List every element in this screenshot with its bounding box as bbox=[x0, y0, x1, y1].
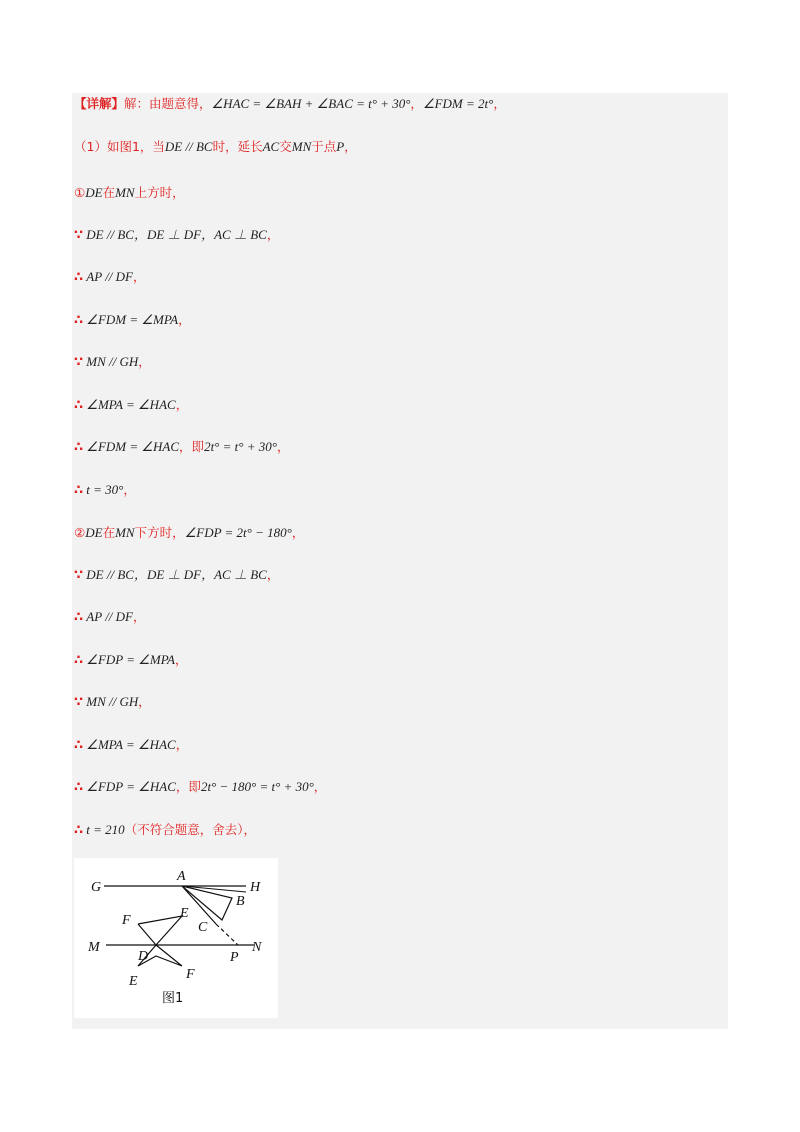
therefore-symbol: ∴ bbox=[74, 313, 84, 328]
label-f-lower: F bbox=[186, 967, 195, 982]
figure-caption: 图1 bbox=[162, 991, 184, 1006]
step-tail: ， bbox=[266, 227, 280, 242]
label-f-upper: F bbox=[122, 913, 131, 928]
case2-mn: MN bbox=[115, 525, 135, 540]
extension-cp bbox=[216, 924, 238, 945]
step-math: t = 30° bbox=[86, 482, 124, 497]
step-math: MN // GH bbox=[86, 694, 139, 709]
part1-point: P bbox=[336, 139, 345, 154]
intro-text: 解：由题意得， bbox=[124, 96, 212, 111]
therefore-symbol: ∴ bbox=[74, 270, 84, 285]
because-symbol: ∵ bbox=[74, 355, 84, 370]
label-e-lower: E bbox=[129, 974, 138, 989]
step-math: ∠FDP = ∠MPA bbox=[86, 652, 175, 667]
solution-header bbox=[74, 95, 506, 113]
detail-tag: 【详解】 bbox=[74, 96, 125, 111]
figure-svg bbox=[74, 858, 278, 1018]
case1-mn: MN bbox=[115, 185, 135, 200]
label-e-upper: E bbox=[180, 906, 189, 921]
step1-6 bbox=[74, 438, 289, 457]
therefore-symbol: ∴ bbox=[74, 440, 84, 455]
step2-2 bbox=[74, 608, 146, 627]
step-tail: ， bbox=[133, 609, 146, 624]
line-ab-extra bbox=[182, 886, 246, 892]
step1-7 bbox=[74, 481, 136, 500]
part1-lead: （1）如图1，当 bbox=[74, 139, 165, 154]
case2-de: DE bbox=[85, 525, 103, 540]
case2-position: 下方时， bbox=[134, 525, 185, 540]
step2-1 bbox=[74, 566, 279, 585]
step1-1 bbox=[74, 226, 279, 245]
part1-segment: AC bbox=[262, 139, 280, 154]
step2-3 bbox=[74, 651, 187, 670]
part1-line: MN bbox=[291, 139, 312, 154]
step1-5 bbox=[74, 396, 188, 415]
part1-heading bbox=[74, 138, 357, 156]
case1-marker: ① bbox=[74, 185, 86, 200]
step-tail2: ， bbox=[313, 779, 327, 794]
part1-mid3: 于点 bbox=[311, 139, 337, 154]
step1-2 bbox=[74, 268, 146, 287]
step-tail: ， bbox=[138, 354, 151, 369]
step-tail: ， bbox=[138, 694, 151, 709]
step-tail: ， bbox=[266, 567, 280, 582]
case1-position: 上方时， bbox=[134, 185, 185, 200]
step-tail: ， bbox=[133, 269, 146, 284]
triangle-def-upper bbox=[138, 916, 182, 945]
therefore-symbol: ∴ bbox=[74, 610, 84, 625]
case1-zai: 在 bbox=[102, 185, 116, 200]
case2-zai: 在 bbox=[102, 525, 116, 540]
step-math: AP // DF bbox=[86, 269, 133, 284]
label-m: M bbox=[88, 940, 100, 955]
case2-marker: ② bbox=[74, 525, 86, 540]
step-tail: （不符合题意，舍去）， bbox=[124, 822, 256, 837]
therefore-symbol: ∴ bbox=[74, 398, 84, 413]
step-math2: 2t° = t° + 30° bbox=[204, 439, 277, 454]
step-math: ∠FDP = ∠HAC bbox=[86, 779, 176, 794]
step-math: ∠FDM = ∠MPA bbox=[86, 312, 179, 327]
step-tail: ， bbox=[174, 652, 188, 667]
geometry-figure bbox=[74, 858, 278, 1018]
because-symbol: ∵ bbox=[74, 228, 84, 243]
punctuation: ， bbox=[291, 525, 305, 540]
label-d: D bbox=[138, 949, 149, 964]
angle-fdm-equation: ∠FDM = 2t° bbox=[422, 96, 494, 111]
because-symbol: ∵ bbox=[74, 695, 84, 710]
therefore-symbol: ∴ bbox=[74, 823, 84, 838]
label-p: P bbox=[230, 950, 239, 965]
punctuation: ， bbox=[344, 139, 357, 154]
step2-6 bbox=[74, 778, 326, 797]
step1-3 bbox=[74, 311, 191, 330]
step-tail: ， bbox=[178, 312, 191, 327]
step-math: MN // GH bbox=[86, 354, 139, 369]
case1-de: DE bbox=[85, 185, 103, 200]
part1-mid: 时，延长 bbox=[212, 139, 263, 154]
case2-equation: ∠FDP = 2t° − 180° bbox=[184, 525, 292, 540]
therefore-symbol: ∴ bbox=[74, 483, 84, 498]
angle-hac-equation: ∠HAC = ∠BAH + ∠BAC = t° + 30° bbox=[211, 96, 411, 111]
label-a: A bbox=[177, 869, 186, 884]
step-tail2: ， bbox=[276, 439, 290, 454]
step-math: ∠MPA = ∠HAC bbox=[86, 737, 176, 752]
part1-mid2: 交 bbox=[279, 139, 292, 154]
triangle-abc bbox=[182, 886, 232, 920]
therefore-symbol: ∴ bbox=[74, 653, 84, 668]
step-tail: ， bbox=[123, 482, 136, 497]
step-math: ∠MPA = ∠HAC bbox=[86, 397, 176, 412]
punctuation: ， bbox=[493, 96, 506, 111]
label-n: N bbox=[252, 940, 262, 955]
step-tail: ， bbox=[175, 397, 189, 412]
label-g: G bbox=[91, 880, 102, 895]
label-b: B bbox=[236, 894, 245, 909]
label-h: H bbox=[250, 880, 261, 895]
step-math: DE // BC，DE ⊥ DF，AC ⊥ BC bbox=[86, 567, 267, 582]
therefore-symbol: ∴ bbox=[74, 780, 84, 795]
step-math: ∠FDM = ∠HAC bbox=[86, 439, 180, 454]
step-tail: ，即 bbox=[179, 439, 205, 454]
step2-4 bbox=[74, 693, 151, 712]
case2-heading bbox=[74, 524, 304, 542]
therefore-symbol: ∴ bbox=[74, 738, 84, 753]
step1-4 bbox=[74, 353, 151, 372]
step-math: t = 210 bbox=[86, 822, 125, 837]
step-tail: ，即 bbox=[175, 779, 201, 794]
label-c: C bbox=[198, 920, 208, 935]
step-tail: ， bbox=[175, 737, 189, 752]
step-math: DE // BC，DE ⊥ DF，AC ⊥ BC bbox=[86, 227, 267, 242]
separator: ， bbox=[410, 96, 423, 111]
because-symbol: ∵ bbox=[74, 568, 84, 583]
step-math2: 2t° − 180° = t° + 30° bbox=[200, 779, 314, 794]
step-math: AP // DF bbox=[86, 609, 133, 624]
step2-7 bbox=[74, 821, 256, 840]
case1-heading bbox=[74, 184, 185, 202]
part1-condition: DE // BC bbox=[164, 139, 213, 154]
step2-5 bbox=[74, 736, 188, 755]
